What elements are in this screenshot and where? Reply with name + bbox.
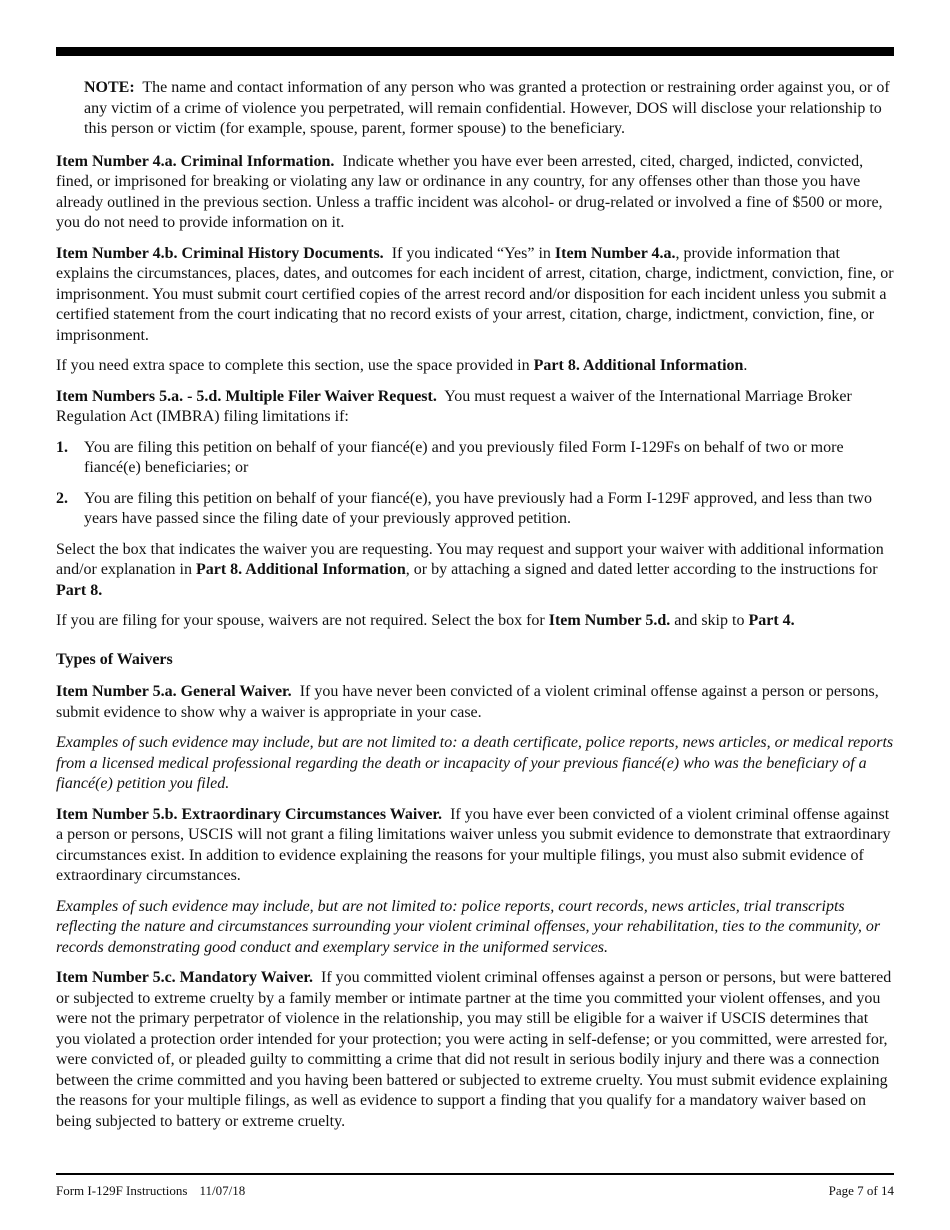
footer-form-name: Form I-129F Instructions [56, 1183, 188, 1198]
item-5a-paragraph [56, 682, 896, 723]
note-paragraph [84, 78, 896, 140]
list-item [56, 438, 896, 479]
item-4b-paragraph [56, 244, 896, 347]
item-5-text: You must request a waiver of the International Marriage Broker Regulation Act (IMBRA) filing limitations if: [56, 387, 852, 425]
spouse-text-mid: and skip to [674, 612, 745, 629]
item-4b-ref: Item Number 4.a. [554, 244, 676, 262]
extra-space-ref: Part 8. Additional Information [533, 357, 744, 374]
page-footer [56, 1183, 894, 1199]
footer-form-info [56, 1183, 245, 1199]
types-of-waivers-heading: Types of Waivers [56, 650, 173, 668]
spouse-ref-1: Item Number 5.d. [548, 612, 671, 629]
select-box-ref-1: Part 8. Additional Information [195, 561, 406, 578]
item-5a-text: If you have never been convicted of a violent criminal offense against a person or persons, submit evidence to show why a waiver is appropriate in your case. [56, 683, 879, 721]
extra-space-paragraph [56, 356, 896, 377]
document-body [56, 78, 896, 1142]
item-5c-title: Item Number 5.c. Mandatory Waiver. [56, 969, 314, 986]
item-5b-text: If you have ever been convicted of a violent criminal offense against a person or persons, USCIS will not grant a filing limitations waiver unless you submit evidence to demonstrate that extraordinary circumstances exist. In addition to evidence explaining the reasons for your multiple filings, you must also submit evidence of extraordinary circumstances. [56, 805, 891, 884]
bottom-rule [56, 1173, 894, 1175]
list-item-number: 2. [56, 489, 68, 507]
spouse-paragraph [56, 611, 896, 632]
select-box-text-pre: Select the box that indicates the waiver you are requesting. You may request and support your waiver with additional information and/or explanation in [56, 540, 884, 578]
note-text: The name and contact information of any person who was granted a protection or restraining order against you, or of any victim of a crime of violence you perpetrated, will remain confidential. However, DOS will disclose your relationship to this person or victim (for example, spouse, parent, former spouse) to the beneficiary. [84, 79, 890, 137]
item-5b-paragraph [56, 805, 896, 887]
select-box-paragraph [56, 540, 896, 602]
item-5c-paragraph [56, 968, 896, 1132]
spouse-ref-2: Part 4. [748, 612, 795, 629]
item-4b-text-pre: If you indicated “Yes” in [391, 244, 551, 262]
item-4a-paragraph [56, 152, 896, 234]
list-item [56, 489, 896, 530]
footer-date: 11/07/18 [199, 1183, 246, 1198]
select-box-ref-2: Part 8. [56, 581, 103, 599]
item-5b-title: Item Number 5.b. Extraordinary Circumstances Waiver. [56, 805, 443, 823]
top-rule [56, 47, 894, 56]
item-5a-example: Examples of such evidence may include, but are not limited to: a death certificate, police reports, news articles, or medical reports from a licensed medical professional regarding the death or incapacity of your previous fiancé(e) who was the beneficiary of a fiancé(e) petition you filed. [56, 734, 894, 792]
item-4b-text-post: , provide information that explains the circumstances, places, dates, and outcomes for each incident of arrest, citation, charge, indictment, conviction, fine, or imprisonment. You must submit court certified copies of the arrest record and/or disposition for each incident unless you submit a certified statement from the court indicating that no record exists of your arrest, citation, charge, indictment, conviction, fine, or imprisonment. [56, 244, 894, 344]
list-item-number: 1. [56, 438, 68, 456]
note-label: NOTE: [84, 79, 135, 96]
extra-space-text: If you need extra space to complete this section, use the space provided in [56, 357, 530, 374]
item-5c-text: If you committed violent criminal offenses against a person or persons, but were battered or subjected to extreme cruelty by a family member or intimate partner at the time you committed your violent offenses, and you were not the primary perpetrator of violence in the relationship, you may still be eligible for a waiver if USCIS determines that you violated a protection order intended for your protection; you were acting in self-defense; or you committed, were arrested for, were convicted of, or pleaded guilty to committing a crime that did not result in serious bodily injury and there was a connection between the crime committed and you having been battered or subjected to extreme cruelty. You must submit evidence explaining the reasons for your multiple filings, as well as evidence to support a finding that you qualify for a mandatory waiver based on being subjected to battery or extreme cruelty. [56, 969, 892, 1130]
item-5-title: Item Numbers 5.a. - 5.d. Multiple Filer Waiver Request. [56, 387, 437, 405]
extra-space-end: . [743, 357, 748, 374]
item-4a-text: Indicate whether you have ever been arrested, cited, charged, indicted, convicted, fined, or imprisoned for breaking or violating any law or ordinance in any country, for any offenses other than those you have already outlined in the previous section. Unless a traffic incident was alcohol- or drug-related or involved a fine of $500 or more, you do not need to provide information on it. [56, 152, 883, 231]
item-5-paragraph [56, 387, 896, 428]
item-4a-title: Item Number 4.a. Criminal Information. [56, 152, 335, 170]
item-5a-title: Item Number 5.a. General Waiver. [56, 683, 292, 700]
footer-page-number: Page 7 of 14 [828, 1183, 894, 1198]
spouse-text-pre: If you are filing for your spouse, waivers are not required. Select the box for [56, 612, 545, 629]
select-box-text-mid: , or by attaching a signed and dated letter according to the instructions for [405, 561, 878, 578]
list-item-text: You are filing this petition on behalf of your fiancé(e) and you previously filed Form I-129Fs on behalf of two or more fiancé(e) beneficiaries; or [84, 438, 844, 476]
item-4b-title: Item Number 4.b. Criminal History Documents. [56, 244, 384, 262]
item-5b-example: Examples of such evidence may include, but are not limited to: police reports, court records, news articles, trial transcripts reflecting the nature and circumstances surrounding your violent criminal offenses, your rehabilitation, ties to the community, or records demonstrating good conduct and exemplary service in the uniformed services. [56, 897, 881, 956]
list-item-text: You are filing this petition on behalf of your fiancé(e), you have previously had a Form I-129F approved, and less than two years have passed since the filing date of your previously approved petition. [84, 489, 872, 527]
